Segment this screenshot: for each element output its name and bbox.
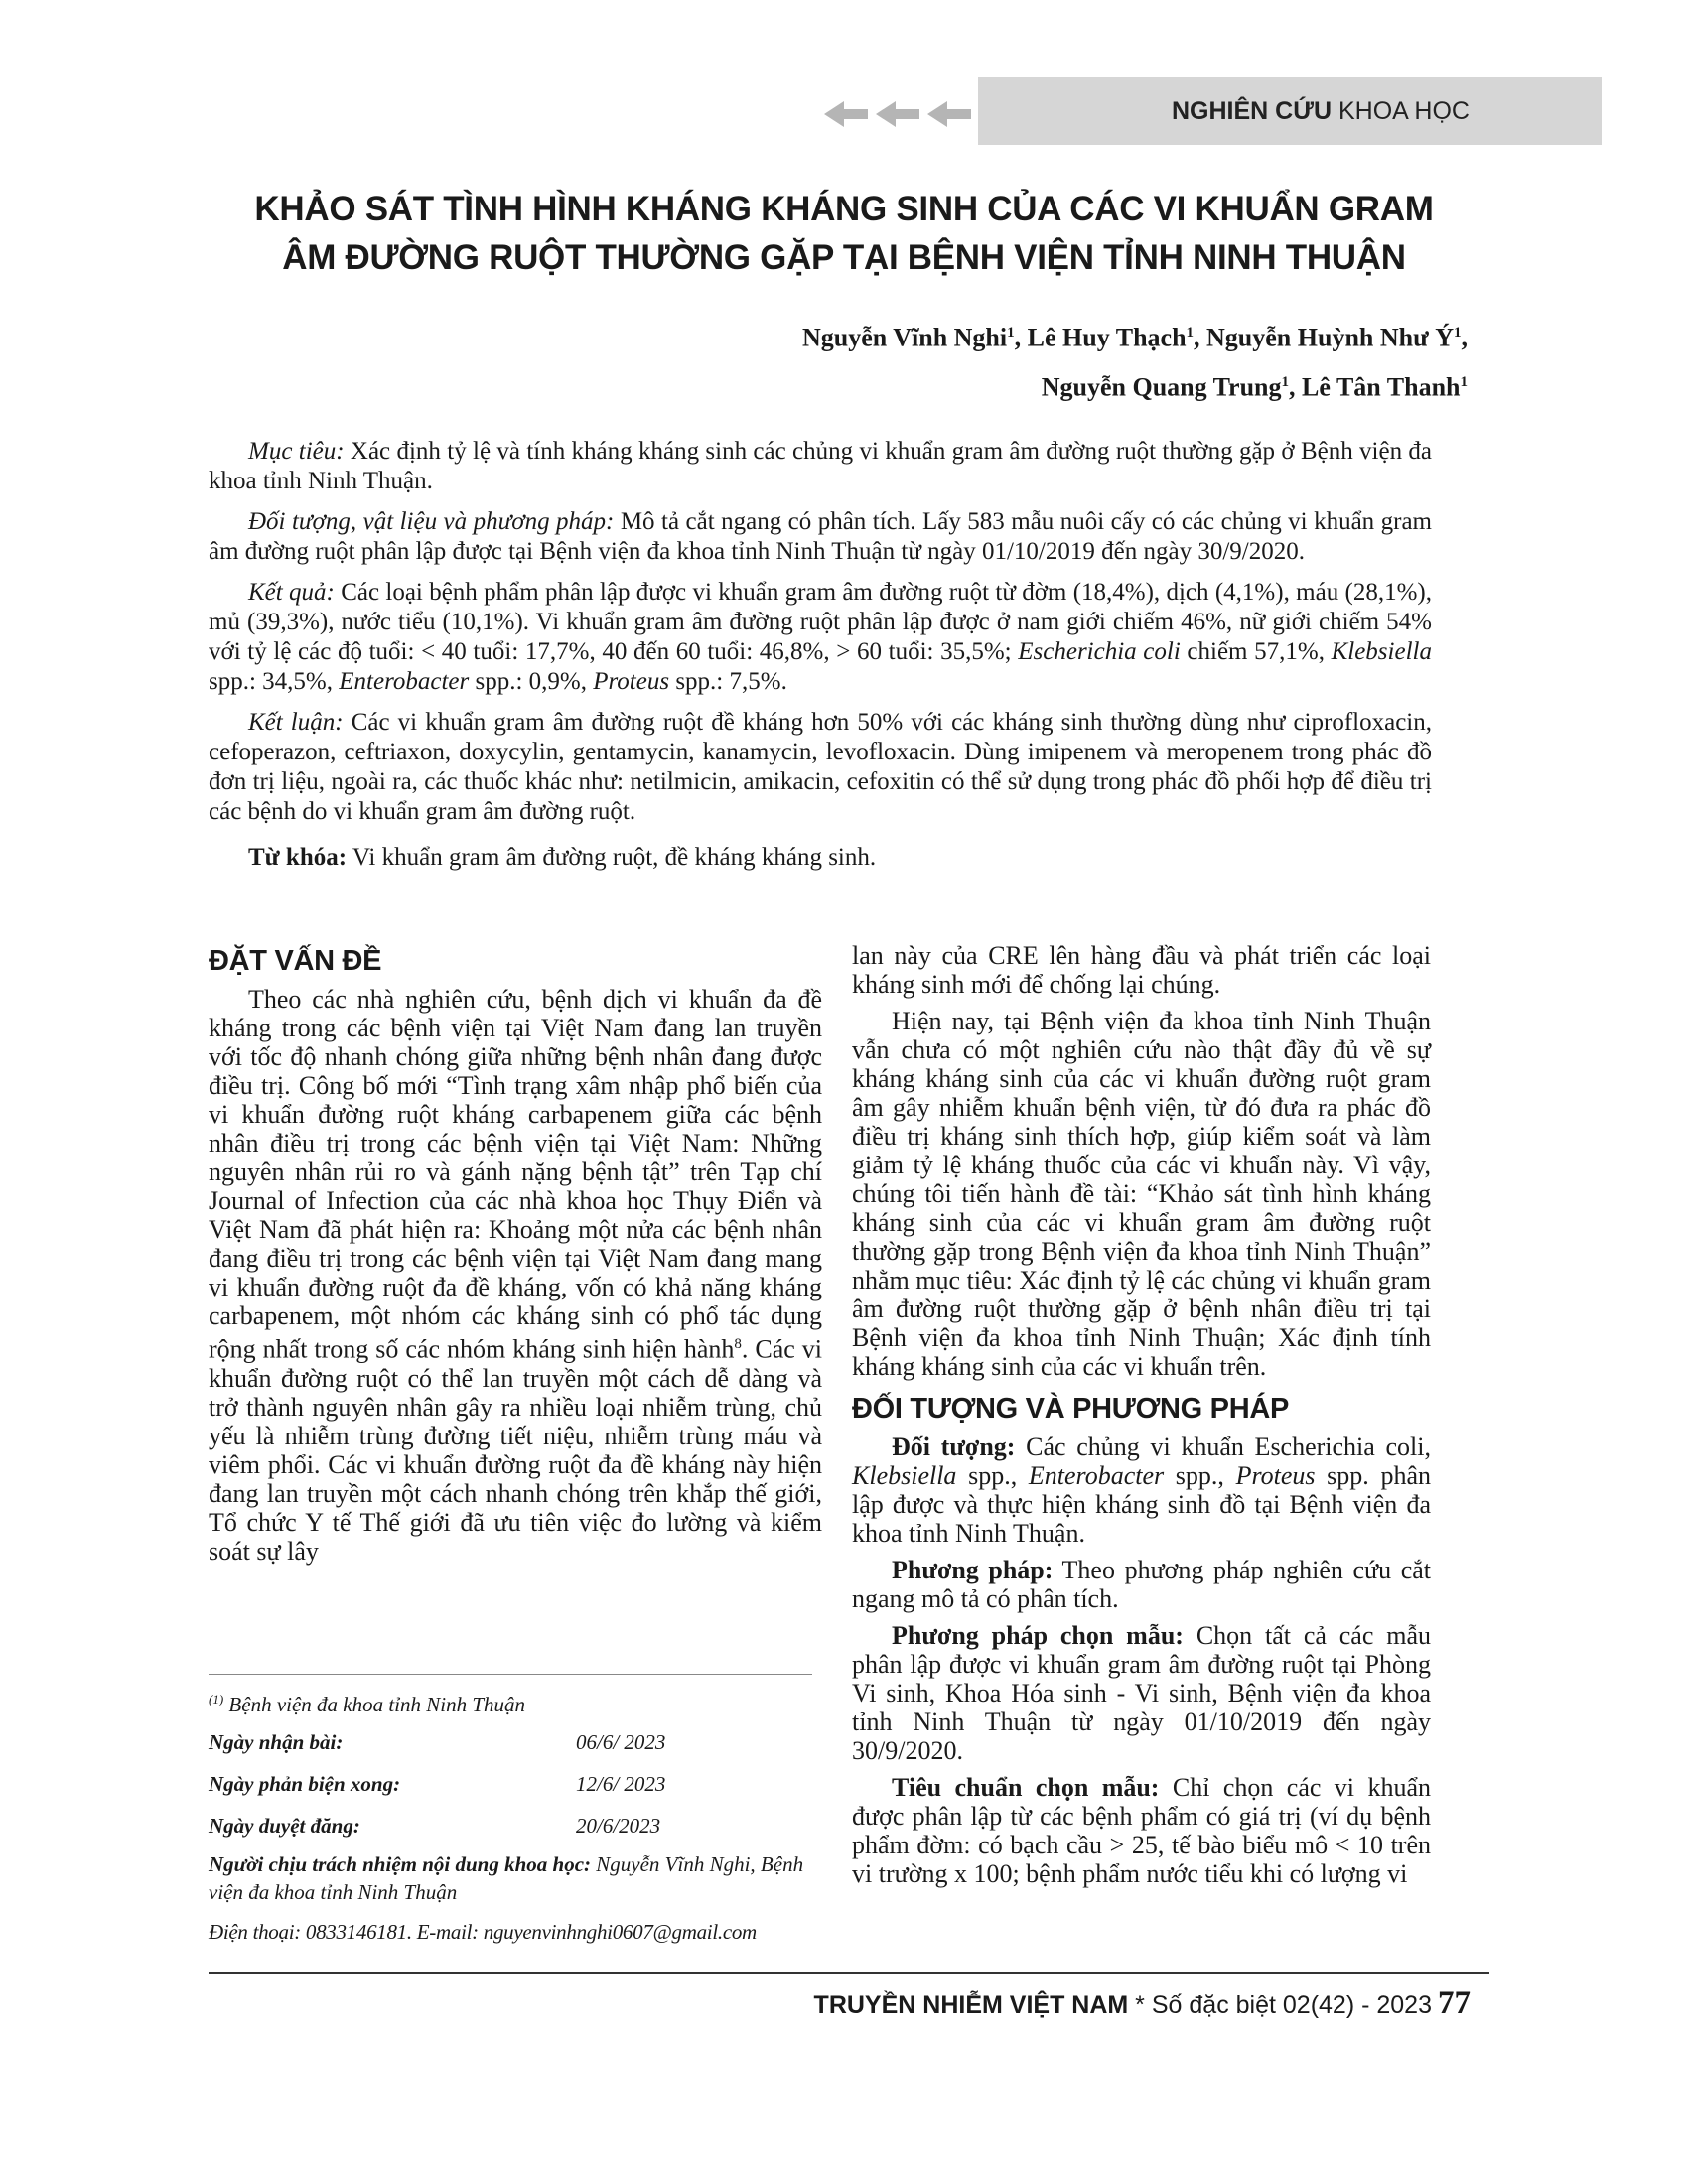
date-accepted-row: Ngày duyệt đăng: 20/6/2023 [209,1814,661,1838]
section-heading-introduction: ĐẶT VẤN ĐỀ [209,945,382,977]
methods-subjects: Đối tượng: Các chủng vi khuẩn Escherichia coli, Klebsiella spp., Enterobacter spp., Proteus spp. phân lập được và thực hiện kháng sinh đồ tại Bệnh viện đa khoa tỉnh Ninh Thuận. [852,1433,1431,1548]
intro-paragraph-1: Theo các nhà nghiên cứu, bệnh dịch vi khuẩn đa đề kháng trong các bệnh viện tại Việt Nam đang lan truyền với tốc độ nhanh chóng giữa những bệnh nhân đang được điều trị. Công bố mới “Tình trạng xâm nhập phổ biến của vi khuẩn đường ruột kháng carbapenem giữa các bệnh nhân điều trị trong các bệnh viện tại Việt Nam: Những nguyên nhân rủi ro và gánh nặng bệnh tật” trên Tạp chí Journal of Infection của các nhà khoa học Thụy Điển và Việt Nam đã phát hiện ra: Khoảng một nửa các bệnh nhân đang điều trị trong các bệnh viện tại Việt Nam đang mang vi khuẩn đường ruột đa đề kháng, vốn có khả năng kháng carbapenem, một nhóm các kháng sinh có phổ tác dụng rộng nhất trong số các nhóm kháng sinh hiện hành$^8$. Các vi khuẩn đường ruột có thể lan truyền một cách dễ dàng và trở thành nguyên nhân gây ra nhiều loại nhiễm trùng, chủ yếu là nhiễm trùng đường tiết niệu, nhiễm trùng máu và viêm phổi. Các vi khuẩn đường ruột đa đề kháng này hiện đang lan truyền một cách nhanh chóng trên khắp thế giới, Tổ chức Y tế Thế giới đã ưu tiên việc đo lường và kiểm soát sự lây [209,985,823,1566]
methods-sampling: Phương pháp chọn mẫu: Chọn tất cả các mẫu phân lập được vi khuẩn gram âm đường ruột tại Phòng Vi sinh, Khoa Hóa sinh - Vi sinh, Bệnh viện đa khoa tỉnh Ninh Thuận từ ngày 01/10/2019 đến ngày 30/9/2020. [852,1621,1431,1765]
abstract-keywords: Từ khóa: Vi khuẩn gram âm đường ruột, đề kháng kháng sinh. [248,844,877,871]
responsible-author: Người chịu trách nhiệm nội dung khoa học: Nguyễn Vĩnh Nghi, Bệnh viện đa khoa tỉnh Ninh Thuận [209,1852,804,1904]
author-list [802,311,1468,409]
methods-criteria: Tiêu chuẩn chọn mẫu: Chỉ chọn các vi khuẩn được phân lập từ các bệnh phẩm có giá trị (ví dụ bệnh phẩm đờm: có bạch cầu > 25, tế bào biểu mô < 10 trên vi trường x 100; bệnh phẩm nước tiểu khi có lượng vi [852,1773,1431,1888]
author-line-1: Nguyễn Vĩnh Nghi$^1$, Lê Huy Thạch$^1$, Nguyễn Huỳnh Như $Ý^1$, [801,323,1468,352]
triple-left-arrow-icon [822,93,981,135]
footnote-divider [209,1674,812,1675]
intro-paragraph-1-cont: lan này của CRE lên hàng đầu và phát triển các loại kháng sinh mới để chống lại chúng. [852,941,1431,999]
date-received-row: Ngày nhận bài: 06/6/ 2023 [209,1730,666,1754]
author-line-2: Nguyễn Quang Trung$^1$, Lê Tân Thanh$^1$ [1041,372,1468,402]
methods-method: Phương pháp: Theo phương pháp nghiên cứu cắt ngang mô tả có phân tích. [852,1556,1431,1613]
abstract-objective: Mục tiêu: Xác định tỷ lệ và tính kháng kháng sinh các chủng vi khuẩn gram âm đường ruột thường gặp ở Bệnh viện đa khoa tỉnh Ninh Thuận. [209,438,1433,494]
intro-paragraph-2: Hiện nay, tại Bệnh viện đa khoa tỉnh Ninh Thuận vẫn chưa có một nghiên cứu nào thật đầy đủ về sự kháng kháng sinh của các vi khuẩn đường ruột gram âm gây nhiễm khuẩn bệnh viện, từ đó đưa ra phác đồ điều trị kháng sinh thích hợp, giúp kiểm soát và làm giảm tỷ lệ kháng thuốc của các vi khuẩn này. Vì vậy, chúng tôi tiến hành đề tài: “Khảo sát tình hình kháng kháng sinh của các vi khuẩn gram âm đường ruột thường gặp trong Bệnh viện đa khoa tỉnh Ninh Thuận” nhằm mục tiêu: Xác định tỷ lệ các chủng vi khuẩn gram âm đường ruột thường gặp ở bệnh nhân điều trị tại Bệnh viện đa khoa tỉnh Ninh Thuận; Xác định tính kháng kháng sinh của các vi khuẩn trên. [852,1007,1431,1381]
contact-info: Điện thoại: 0833146181. E-mail: nguyenvinhnghi0607@gmail.com [209,1920,757,1944]
right-column [852,941,1431,1888]
page-number: 77 [1438,1985,1471,2021]
section-label: NGHIÊN CỨU KHOA HỌC [1172,97,1470,125]
affiliation: $^{(1)}$ Bệnh viện đa khoa tỉnh Ninh Thuận [209,1692,526,1716]
title-line-1: KHẢO SÁT TÌNH HÌNH KHÁNG KHÁNG SINH CỦA CÁC VI KHUẨN GRAM [254,190,1434,228]
abstract-methods: Đối tượng, vật liệu và phương pháp: Mô tả cắt ngang có phân tích. Lấy 583 mẫu nuôi cấy có các chủng vi khuẩn gram âm đường ruột phân lập được tại Bệnh viện đa khoa tỉnh Ninh Thuận từ ngày 01/10/2019 đến ngày 30/9/2020. [209,508,1432,565]
footnote [209,1686,816,1946]
journal-footer: TRUYỀN NHIỄM VIỆT NAM * Số đặc biệt 02(42) - 2023 [813,1991,1432,2019]
abstract-results: Kết quả: Các loại bệnh phẩm phân lập được vi khuẩn gram âm đường ruột từ đờm (18,4%), dịch (4,1%), máu (28,1%), mủ (39,3%), nước tiểu (10,1%). Vi khuẩn gram âm đường ruột phân lập được ở nam giới chiếm 46%, nữ giới chiếm 54% với tỷ lệ các độ tuổi: < 40 tuổi: 17,7%, 40 đến 60 tuổi: 46,8%, > 60 tuổi: 35,5%; Escherichia coli chiếm 57,1%, Klebsiella spp.: 34,5%, Enterobacter spp.: 0,9%, Proteus spp.: 7,5%. [209,579,1432,695]
section-heading-methods: ĐỐI TƯỢNG VÀ PHƯƠNG PHÁP [852,1393,1290,1425]
abstract-conclusion: Kết luận: Các vi khuẩn gram âm đường ruột đề kháng hơn 50% với các kháng sinh thường dùng như ciprofloxacin, cefoperazon, ceftriaxon, doxycylin, gentamycin, kanamycin, levofloxacin. Dùng imipenem và meropenem trong phác đồ đơn trị liệu, ngoài ra, các thuốc khác như: netilmicin, amikacin, cefoxitin có thể sử dụng trong phác đồ phối hợp để điều trị các bệnh do vi khuẩn gram âm đường ruột. [209,709,1432,825]
title-line-2: ÂM ĐƯỜNG RUỘT THƯỜNG GẶP TẠI BỆNH VIỆN TỈNH NINH THUẬN [282,238,1406,277]
abstract [209,437,1432,884]
article-title [159,185,1529,282]
left-column [209,941,822,1566]
footer-divider [209,1972,1489,1974]
date-reviewed-row: Ngày phản biện xong: 12/6/ 2023 [209,1772,666,1796]
